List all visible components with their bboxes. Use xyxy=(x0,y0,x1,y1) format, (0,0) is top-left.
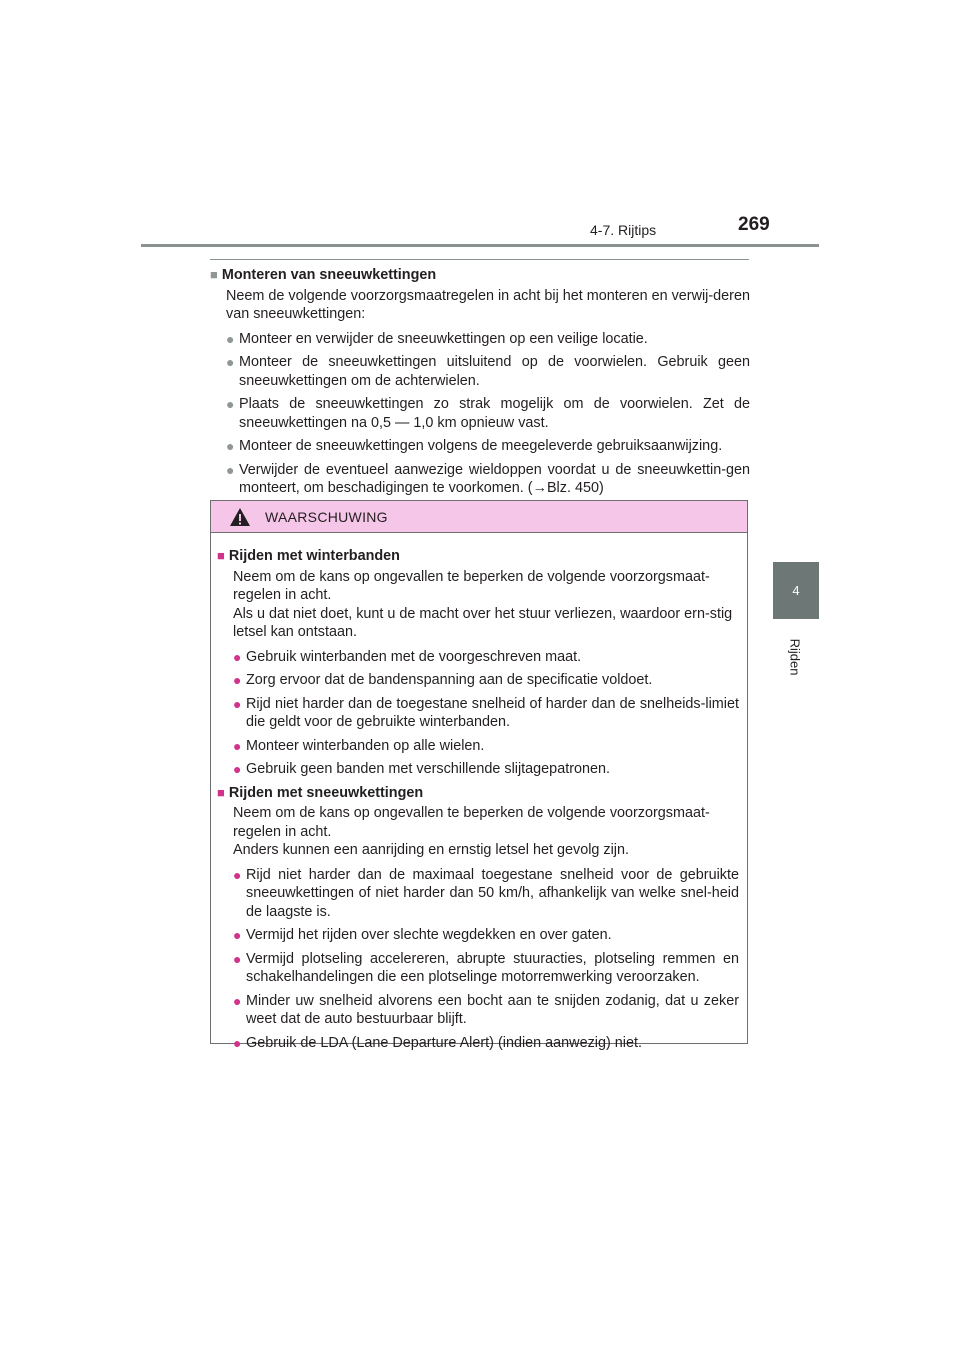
warning-box xyxy=(210,500,748,1051)
header-rule xyxy=(141,244,819,247)
bullet-icon: ● xyxy=(233,866,242,883)
chapter-tab: 4 xyxy=(773,562,819,619)
warning-intro: Als u dat niet doet, kunt u de macht over het stuur verliezen, waardoor ern-stig letsel kan ontstaan. xyxy=(233,605,733,640)
bullet-icon: ● xyxy=(233,1034,242,1051)
list-item: ● Minder uw snelheid alvorens een bocht aan te snijden zodanig, dat u zeker weet dat de auto bestuurbaar blijft. xyxy=(233,992,739,1027)
list-item: ● Gebruik de LDA (Lane Departure Alert) (indien aanwezig) niet. xyxy=(233,1034,642,1051)
bullet-icon: ● xyxy=(233,927,242,943)
square-bullet-icon: ■ xyxy=(210,267,218,282)
bullet-icon: ● xyxy=(233,695,242,712)
list-item: ● Rijd niet harder dan de toegestane snelheid of harder dan de snelheids-limiet die geldt voor de gebruikte winterbanden. xyxy=(233,695,739,730)
list-item: ● Monteer de sneeuwkettingen volgens de meegeleverde gebruiksaanwijzing. xyxy=(226,438,723,454)
warning-body xyxy=(211,533,747,1052)
section-title: 4-7. Rijtips xyxy=(590,222,657,238)
bullet-icon: ● xyxy=(233,950,242,967)
list-item: ● Vermijd het rijden over slechte wegdekken en over gaten. xyxy=(233,927,612,943)
bullet-icon: ● xyxy=(233,672,242,688)
bullet-icon: ● xyxy=(226,354,235,370)
list-item: ● Rijd niet harder dan de maximaal toegestane snelheid voor de gebruikte sneeuwkettingen of niet harder dan 50 km/h, afhankelijk van welke snel-heid de laagste is. xyxy=(233,866,739,920)
list-item: ● Vermijd plotseling accelereren, abrupte stuuracties, plotseling remmen en schakelhandelingen die een plotselinge motorremwerking veroorzaken. xyxy=(233,950,739,985)
section-heading: ■ Monteren van sneeuwkettingen xyxy=(210,267,437,283)
list-item: ● Gebruik geen banden met verschillende slijtagepatronen. xyxy=(233,761,610,777)
list-item: ● Verwijder de eventueel aanwezige wieldoppen voordat u de sneeuwkettin-gen monteert, om beschadigingen te voorkomen. (→Blz. 450) xyxy=(226,461,750,496)
bullet-icon: ● xyxy=(226,438,235,454)
chapter-label xyxy=(778,632,812,682)
bullet-icon: ● xyxy=(233,992,242,1009)
bullet-icon: ● xyxy=(233,648,242,665)
bullet-icon: ● xyxy=(233,737,242,754)
list-item: ● Monteer de sneeuwkettingen uitsluitend op de voorwielen. Gebruik geen sneeuwkettingen om de achterwielen. xyxy=(226,354,750,389)
list-item: ● Zorg ervoor dat de bandenspanning aan de specificatie voldoet. xyxy=(233,672,653,688)
warning-intro: Neem om de kans op ongevallen te beperken de volgende voorzorgsmaat-regelen in acht. xyxy=(233,805,710,840)
warning-section-heading: ■ Rijden met winterbanden xyxy=(217,548,400,564)
warning-title: WAARSCHUWING xyxy=(265,508,388,525)
list-item: ● Gebruik winterbanden met de voorgeschreven maat. xyxy=(233,648,582,665)
list-item: ● Monteer en verwijder de sneeuwkettingen op een veilige locatie. xyxy=(226,330,648,347)
list-item: ● Plaats de sneeuwkettingen zo strak mogelijk om de voorwielen. Zet de sneeuwkettingen na 0,5 — 1,0 km opnieuw vast. xyxy=(226,396,750,431)
warning-intro: Anders kunnen een aanrijding en ernstig letsel het gevolg zijn. xyxy=(233,842,630,858)
page-number: 269 xyxy=(738,214,770,235)
intro-text: Neem de volgende voorzorgsmaatregelen in acht bij het monteren en verwij-deren van sneeuwkettingen: xyxy=(226,287,750,322)
warning-intro: Neem om de kans op ongevallen te beperken de volgende voorzorgsmaat-regelen in acht. xyxy=(233,568,710,603)
main-section xyxy=(210,266,750,503)
chapter-title: Rijden xyxy=(787,638,803,676)
content-top-rule xyxy=(210,259,749,260)
warning-header xyxy=(211,501,747,533)
bullet-icon: ● xyxy=(233,761,242,777)
warning-section-heading: ■ Rijden met sneeuwkettingen xyxy=(217,784,424,801)
bullet-icon: ● xyxy=(226,396,235,412)
bullet-icon: ● xyxy=(226,330,235,347)
list-item: ● Monteer winterbanden op alle wielen. xyxy=(233,737,485,754)
warning-triangle-icon xyxy=(229,507,251,527)
square-bullet-icon: ■ xyxy=(217,548,225,563)
bullet-icon: ● xyxy=(226,461,235,478)
square-bullet-icon: ■ xyxy=(217,784,225,800)
